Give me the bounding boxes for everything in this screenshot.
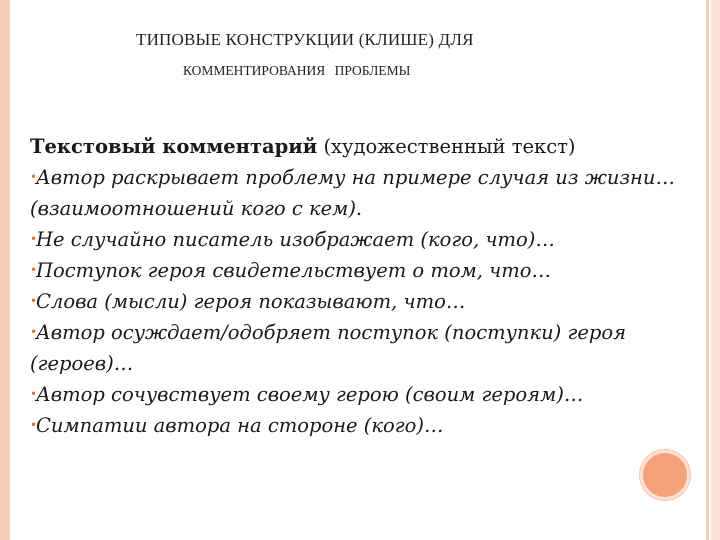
bullet-icon: •	[30, 170, 38, 184]
bullet-icon: •	[30, 387, 38, 401]
list-item-text: Автор осуждает/одобряет поступок (поступки) героя (героев)…	[30, 321, 627, 375]
list-item-text: Не случайно писатель изображает (кого, что)…	[36, 228, 555, 251]
list-item	[30, 379, 698, 410]
list-item-text: Симпатии автора на стороне (кого)…	[36, 414, 444, 437]
left-frame-bar	[0, 0, 10, 540]
list-item-text: Автор сочувствует своему герою (своим героям)…	[36, 383, 584, 406]
list-item	[30, 224, 698, 255]
right-frame-line	[706, 0, 709, 540]
bullet-icon: •	[30, 325, 38, 339]
section-heading-bold: Текстовый комментарий	[30, 135, 318, 158]
slide-content	[30, 131, 698, 441]
list-item	[30, 317, 698, 379]
list-item	[30, 162, 698, 224]
section-heading	[30, 131, 698, 162]
bullet-icon: •	[30, 263, 38, 277]
list-item	[30, 410, 698, 441]
list-item-text: Автор раскрывает проблему на примере случая из жизни… (взаимоотношений кого с кем).	[30, 166, 675, 220]
list-item-text: Поступок героя свидетельствует о том, что…	[36, 259, 552, 282]
bullet-icon: •	[30, 294, 38, 308]
decorative-circle-icon	[640, 450, 690, 500]
slide-title-line-1: ТИПОВЫЕ КОНСТРУКЦИИ (КЛИШЕ) ДЛЯ	[136, 30, 474, 49]
slide-title-line-2: КОММЕНТИРОВАНИЯ ПРОБЛЕМЫ	[183, 63, 411, 78]
bullet-icon: •	[30, 232, 38, 246]
section-heading-normal: (художественный текст)	[317, 135, 576, 158]
list-item	[30, 255, 698, 286]
list-item	[30, 286, 698, 317]
right-frame-bar	[711, 0, 720, 540]
bullet-icon: •	[30, 418, 38, 432]
list-item-text: Слова (мысли) героя показывают, что…	[36, 290, 466, 313]
